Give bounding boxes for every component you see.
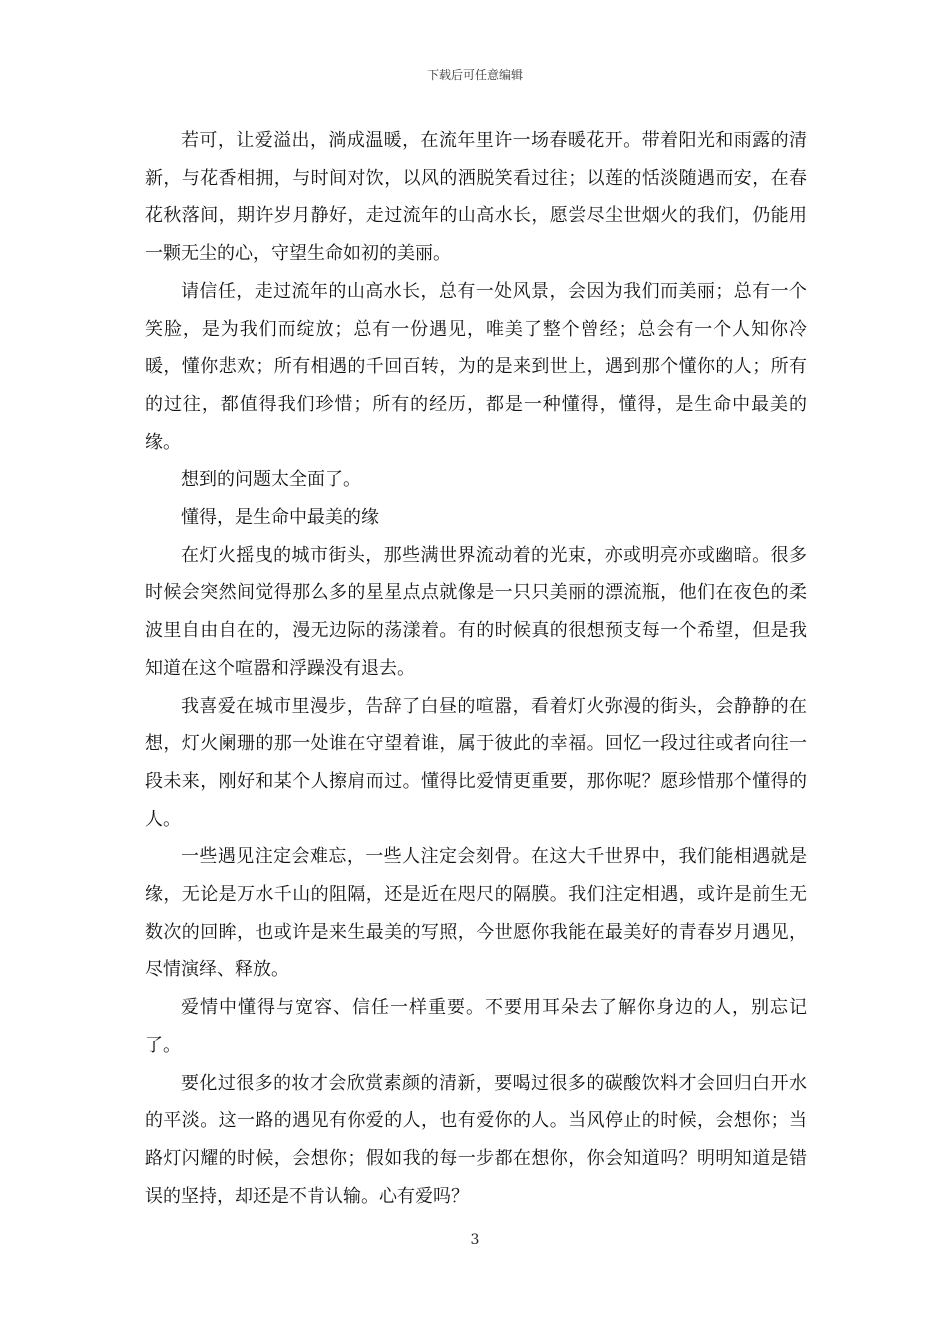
page-number: 3 <box>470 1232 480 1248</box>
paragraph: 一些遇见注定会难忘，一些人注定会刻骨。在这大千世界中，我们能相遇就是缘，无论是万水千山的阻隔，还是近在咫尺的隔膜。我们注定相遇，或许是前生无数次的回眸，也或许是来生最美的写照，今世愿你我能在最美好的青春岁月遇见，尽情演绎、释放。 <box>145 846 807 981</box>
section-heading: 懂得，是生命中最美的缘 <box>181 507 379 529</box>
paragraph: 我喜爱在城市里漫步，告辞了白昼的喧嚣，看着灯火弥漫的街头，会静静的在想，灯火阑珊的那一处谁在守望着谁，属于彼此的幸福。回忆一段过往或者向往一段未来，刚好和某个人擦肩而过。懂得比爱情更重要，那你呢？愿珍惜那个懂得的人。 <box>145 695 807 830</box>
paragraph: 爱情中懂得与宽容、信任一样重要。不要用耳朵去了解你身边的人，别忘记了。 <box>145 997 807 1056</box>
paragraph: 想到的问题太全面了。 <box>181 469 361 491</box>
page-header: 下载后可任意编辑 <box>426 68 523 82</box>
paragraph: 在灯火摇曳的城市街头，那些满世界流动着的光束，亦或明亮亦或幽暗。很多时候会突然间觉得那么多的星星点点就像是一只只美丽的漂流瓶，他们在夜色的柔波里自由自在的，漫无边际的荡漾着。有的时候真的很想预支每一个希望，但是我知道在这个喧嚣和浮躁没有退去。 <box>145 544 807 679</box>
document-body <box>145 122 807 1215</box>
paragraph: 要化过很多的妆才会欣赏素颜的清新，要喝过很多的碳酸饮料才会回归白开水的平淡。这一路的遇见有你爱的人，也有爱你的人。当风停止的时候，会想你；当路灯闪耀的时候，会想你；假如我的每一步都在想你，你会知道吗？明明知道是错误的坚持，却还是不肯认输。心有爱吗？ <box>145 1072 807 1207</box>
paragraph: 请信任，走过流年的山高水长，总有一处风景，会因为我们而美丽；总有一个笑脸，是为我们而绽放；总有一份遇见，唯美了整个曾经；总会有一个人知你冷暖，懂你悲欢；所有相遇的千回百转，为的是来到世上，遇到那个懂你的人；所有的过往，都值得我们珍惜；所有的经历，都是一种懂得，懂得，是生命中最美的缘。 <box>145 280 807 453</box>
paragraph: 若可，让爱溢出，淌成温暖，在流年里许一场春暖花开。带着阳光和雨露的清新，与花香相拥，与时间对饮，以风的洒脱笑看过往；以莲的恬淡随遇而安，在春花秋落间，期许岁月静好，走过流年的山高水长，愿尝尽尘世烟火的我们，仍能用一颗无尘的心，守望生命如初的美丽。 <box>145 130 807 265</box>
